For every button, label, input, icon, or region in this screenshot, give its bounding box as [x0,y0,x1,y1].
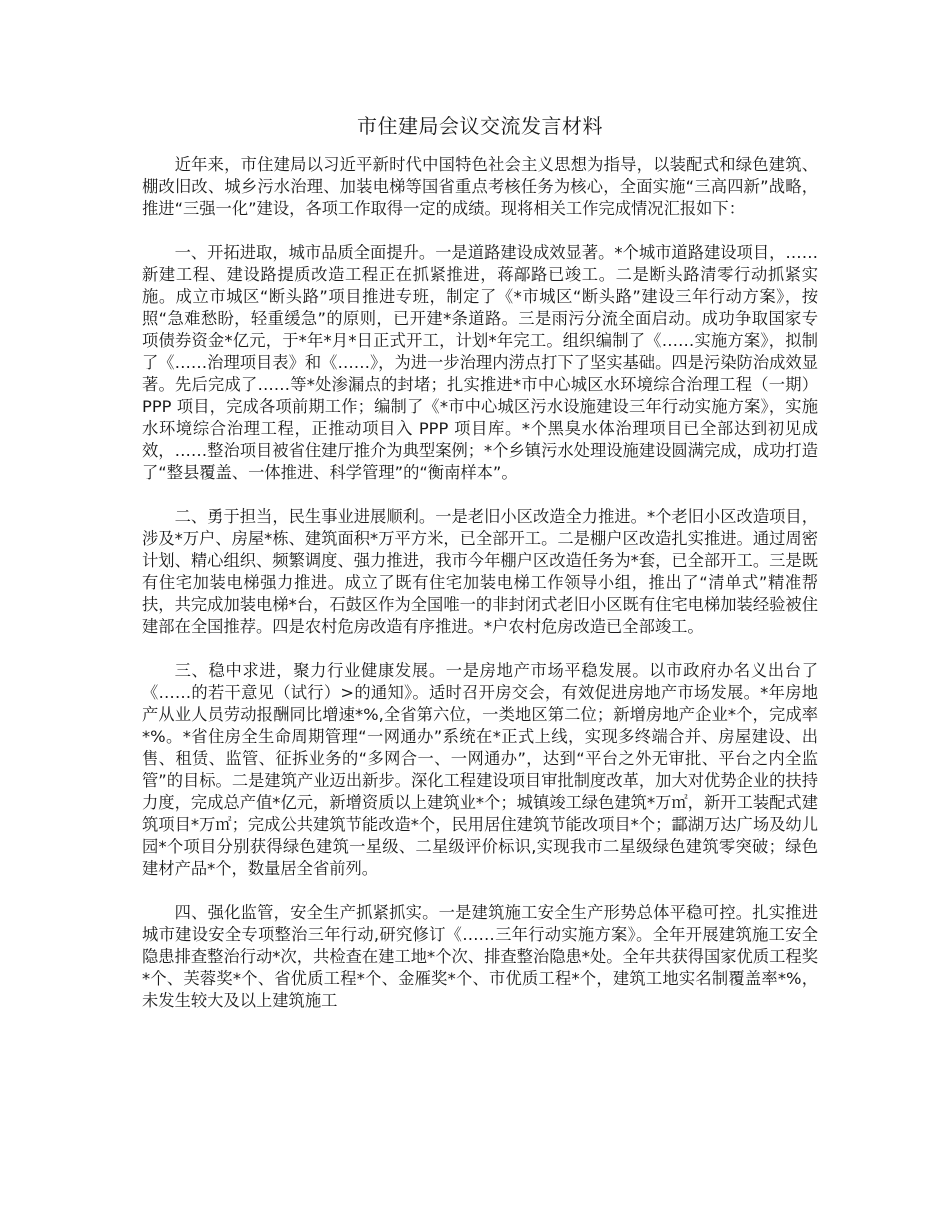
document-page [142,112,818,1034]
paragraph-section-2: 二、勇于担当，民生事业进展顺利。一是老旧小区改造全力推进。*个老旧小区改造项目，涉及*万户、房屋*栋、建筑面积*万平方米，已全部开工。二是棚户区改造扎实推进。通过周密计划、精心组织、频繁调度、强力推进，我市今年棚户区改造任务为*套，已全部开工。三是既有住宅加装电梯强力推进。成立了既有住宅加装电梯工作领导小组，推出了“清单式”精准帮扶，共完成加装电梯*台，石鼓区作为全国唯一的非封闭式老旧小区既有住宅电梯加装经验被住建部在全国推荐。四是农村危房改造有序推进。*户农村危房改造已全部竣工。 [142,507,818,636]
document-title: 市住建局会议交流发言材料 [357,114,603,138]
paragraph-section-1: 一、开拓进取，城市品质全面提升。一是道路建设成效显著。*个城市道路建设项目，……新建工程、建设路提质改造工程正在抓紧推进，蒋鄗路已竣工。二是断头路清零行动抓紧实施。成立市城区“断头路”项目推进专班，制定了《*市城区“断头路”建设三年行动方案》，按照“急难愁盼，轻重缓急”的原则，已开建*条道路。三是雨污分流全面启动。成功争取国家专项债券资金*亿元，于*年*月*日正式开工，计划*年完工。组织编制了《……实施方案》，拟制了《……治理项目表》和《……》，为进一步治理内涝点打下了坚实基础。四是污染防治成效显著。先后完成了……等*处渗漏点的封堵；扎实推进*市中心城区水环境综合治理工程（一期）PPP 项目，完成各项前期工作；编制了《*市中心城区污水设施建设三年行动实施方案》，实施水环境综合治理工程，正推动项目入 PPP 项目库。*个黑臭水体治理项目已全部达到初见成效，……整治项目被省住建厅推介为典型案例；*个乡镇污水处理设施建设圆满完成，成功打造了“整县覆盖、一体推进、科学管理”的“衡南样本”。 [142,243,818,482]
paragraph-section-4: 四、强化监管，安全生产抓紧抓实。一是建筑施工安全生产形势总体平稳可控。扎实推进城市建设安全专项整治三年行动,研究修订《……三年行动实施方案》。全年开展建筑施工安全隐患排查整治行动*次，共检查在建工地*个次、排查整治隐患*处。全年共获得国家优质工程奖*个、芙蓉奖*个、省优质工程*个、金雁奖*个、市优质工程*个，建筑工地实名制覆盖率*%，未发生较大及以上建筑施工 [142,903,818,1010]
paragraph-section-3: 三、稳中求进，聚力行业健康发展。一是房地产市场平稳发展。以市政府办名义出台了《……的若干意见（试行）>的通知》。适时召开房交会，有效促进房地产市场发展。*年房地产从业人员劳动报酬同比增速*%,全省第六位，一类地区第二位；新增房地产企业*个，完成率*%。*省住房全生命周期管理“一网通办”系统在*正式上线，实现多终端合并、房屋建设、出售、租赁、监管、征拆业务的“多网合一、一网通办”，达到“平台之外无审批、平台之内全监管”的目标。二是建筑产业迈出新步。深化工程建设项目审批制度改革，加大对优势企业的扶持力度，完成总产值*亿元，新增资质以上建筑业*个；城镇竣工绿色建筑*万㎡，新开工装配式建筑项目*万㎡；完成公共建筑节能改造*个，民用居住建筑节能改项目*个；酃湖万达广场及幼儿园*个项目分别获得绿色建筑一星级、二星级评价标识,实现我市二星级绿色建筑零突破；绿色建材产品*个，数量居全省前列。 [142,661,818,878]
paragraph-intro: 近年来，市住建局以习近平新时代中国特色社会主义思想为指导，以装配式和绿色建筑、棚改旧改、城乡污水治理、加装电梯等国省重点考核任务为核心，全面实施“三高四新”战略，推进“三强一化”建设，各项工作取得一定的成绩。现将相关工作完成情况汇报如下： [142,155,818,218]
